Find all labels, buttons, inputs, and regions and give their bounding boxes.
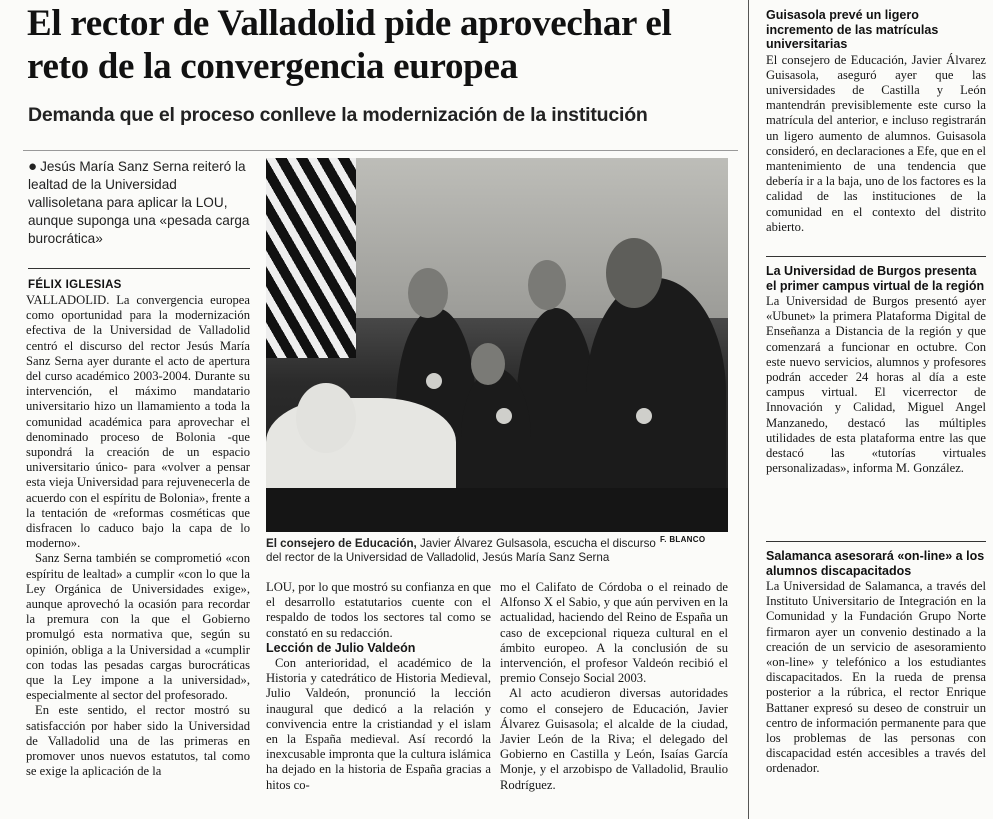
byline: FÉLIX IGLESIAS [28,279,122,291]
brief-title: Guisasola prevé un ligero incremento de las matrículas universitarias [766,8,939,51]
paragraph: VALLADOLID. La convergencia europea como oportunidad para la modernización efectiva de la Universidad de Valladolid centró el discurso del rector Jesús María Sanz Serna ayer durante el acto de apertura del curso académico 2003-2004. Durante su intervención, el máximo mandatario universitario hizo un llamamiento a toda la comunidad académica para aprovechar el denominado proceso de Bolonia -que supondrá la creación de un espacio universitario único- para «volver a pensar esta vieja Universidad para rejuvenecerla de acuerdo con el espíritu de Bolonia», frente a la tentación de «reformas cosméticas que disfracen lo caduco bajo la capa de lo moderno». [26,293,250,551]
paragraph: LOU, por lo que mostró su confianza en que el desarrollo estatutarios cuente con el respaldo de todos los sectores tal como se constató en su redacción. [266,580,491,640]
article-column-2 [266,580,491,793]
sidebar-brief-2 [766,264,986,476]
section-subtitle: Lección de Julio Valdeón [266,640,416,655]
sidebar-divider [766,541,986,542]
bullet-icon: ● [28,158,38,175]
paragraph: Sanz Serna también se comprometió «con espíritu de lealtad» a cumplir «con lo que la Ley Orgánica de Universidades exige», aunque aprovechó la ocasión para recordar la premura con la que el Gobierno promulgó esta normativa que, según su opinión, obliga a la Universidad a «cumplir con todas las pesadas cargas burocráticas que la Ley impone a la universidad», especialmente al sector del profesorado. [26,551,250,703]
article-photo [266,158,728,532]
brief-body: La Universidad de Burgos presentó ayer «Ubunet» la primera Plataforma Digital de Enseñanza a Distancia de la región y que comenzará a funcionar en octubre. Con este nuevo servicios, alumnos y profesores podrán acceder 24 horas al día a este campus virtual. El vicerrector de Innovación y Calidad, Miguel Angel Manzanedo, destacó las múltiples utilidades de esta plataforma entre las que destacó las «tutorías virtuales personalizadas», informa M. González. [766,294,986,476]
lede [28,158,250,248]
brief-title: Salamanca asesorará «on-line» a los alumnos discapacitados [766,549,985,578]
paragraph: mo el Califato de Córdoba o el reinado de Alfonso X el Sabio, y que aún perviven en la actualidad, haciendo del Reino de España un caso de excepcional riqueza cultural en el ámbito europeo. A la conclusión de su intervención, el profesor Valdeón recibió el premio Consejo Social 2003. [500,580,728,686]
photo-caption [266,537,666,565]
sidebar-brief-1 [766,8,986,235]
paragraph: En este sentido, el rector mostró su satisfacción por haber sido la Universidad de Valladolid una de las primeras en promover unos nuevos estatutos, tal como se exige la aplicación de la [26,703,250,779]
column-divider [748,0,749,819]
article-column-3 [500,580,728,793]
paragraph: Con anterioridad, el académico de la Historia y catedrático de Historia Medieval, Julio Valdeón, pronunció la lección inaugural que dedicó a la relación y convivencia entre la cristiandad y el islam en la España medieval. Así recordó la inexcusable impronta que la cultura islámica ha dejado en la historia de España gracias a hitos co- [266,656,491,792]
caption-lead: El consejero de Educación, [266,537,417,550]
headline: El rector de Valladolid pide aprovechar el reto de la convergencia europea [27,3,672,87]
brief-body: El consejero de Educación, Javier Álvarez Guisasola, aseguró ayer que las universidades de Castilla y León mantendrán previsiblemente este curso la matrícula del anterior, e incluso registrarán un ligero aumento de alumnos. Guisasola consideró, en declaraciones a Efe, que en el mantenimiento de una tendencia que debería ir a la baja, uno de los factores es la calidad de las instituciones de la comunidad en el contexto del distrito abierto. [766,52,986,234]
brief-body: La Universidad de Salamanca, a través del Instituto Universitario de Integración en la Comunidad y la Fundación Grupo Norte firmaron ayer un convenio destinado a la creación de un servicio de asesoramiento «on-line» y telefónico a los estudiantes discapacitados. En la rueda de prensa posterior a la rúbrica, el rector Enrique Battaner expresó su deseo de construir un centro de información permanente para que los problemas de las personas con discapacidad estén accesibles a través del ordenador. [766,579,986,776]
caption-text: Javier Álvarez Gulsasola, escucha el discurso del rector de la Universidad de Valladolid, Jesús María Sanz Serna [266,537,656,564]
header-divider [23,150,738,151]
sidebar-brief-3 [766,549,986,777]
sidebar-divider [766,256,986,257]
photo-credit: F. BLANCO [660,535,706,544]
article-column-1 [26,293,250,780]
paragraph: Al acto acudieron diversas autoridades como el consejero de Educación, Javier Álvarez Guisasola; el alcalde de la ciudad, Javier León de la Riva; el delegado del Gobierno en Castilla y León, Isaías García Monje, y el arzobispo de Valladolid, Braulio Rodríguez. [500,686,728,792]
lede-text: Jesús María Sanz Serna reiteró la lealtad de la Universidad vallisoletana para aplicar la LOU, aunque suponga una «pesada carga burocrática» [28,159,250,246]
brief-title: La Universidad de Burgos presenta el primer campus virtual de la región [766,264,985,293]
subheadline: Demanda que el proceso conlleve la modernización de la institución [28,104,648,126]
lede-divider [28,268,250,269]
